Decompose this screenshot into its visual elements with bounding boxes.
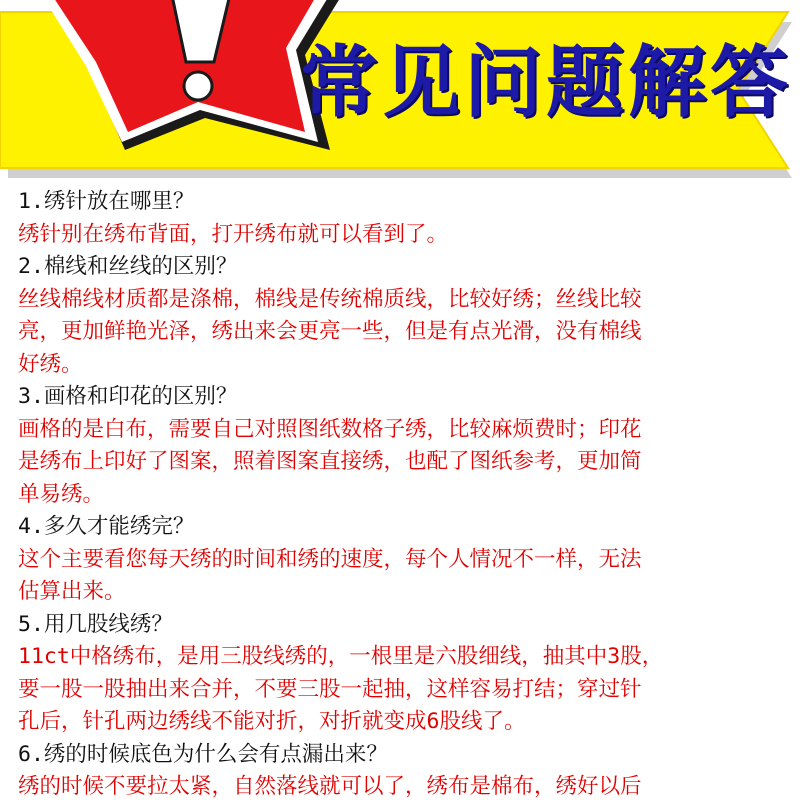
faq-answer-line: 亮，更加鲜艳光泽，绣出来会更亮一些，但是有点光滑，没有棉线 xyxy=(18,319,642,344)
faq-answer-line: 11ct中格绣布，是用三股线绣的，一根里是六股细线，抽其中3股， xyxy=(18,644,664,669)
faq-question: 6.绣的时候底色为什么会有点漏出来？ xyxy=(18,741,388,767)
faq-item xyxy=(18,251,788,381)
faq-question: 5.用几股线绣？ xyxy=(18,611,173,637)
faq-list xyxy=(18,186,788,804)
faq-answer-line: 画格的是白布，需要自己对照图纸数格子绣，比较麻烦费时；印花 xyxy=(18,416,642,442)
faq-answer-line: 单易绣。 xyxy=(18,481,105,507)
page-title: 常见问题解答 xyxy=(300,38,793,128)
faq-answer-line: 绣的时候不要拉太紧，自然落线就可以了，绣布是棉布，绣好以后 xyxy=(18,774,642,799)
faq-answer-line: 是绣布上印好了图案，照着图案直接绣，也配了图纸参考，更加简 xyxy=(18,449,642,474)
faq-question: 2.棉线和丝线的区别？ xyxy=(18,254,238,279)
faq-answer-line: 好绣。 xyxy=(18,351,83,377)
faq-answer-line: 估算出来。 xyxy=(18,579,126,604)
faq-answer-line: 丝线棉线材质都是涤棉，棉线是传统棉质线，比较好绣；丝线比较 xyxy=(18,286,642,312)
faq-question: 3.画格和印花的区别？ xyxy=(18,384,238,409)
faq-item xyxy=(18,186,788,251)
faq-item xyxy=(18,381,788,511)
faq-answer-line: 要一股一股抽出来合并，不要三股一起抽，这样容易打结；穿过针 xyxy=(18,676,642,702)
faq-answer-line: 孔后，针孔两边绣线不能对折，对折就变成6股线了。 xyxy=(18,709,526,734)
faq-item xyxy=(18,609,788,739)
faq-question: 4.多久才能绣完？ xyxy=(18,514,195,539)
faq-answer-line: 绣针别在绣布背面，打开绣布就可以看到了。 xyxy=(18,221,449,247)
header-banner xyxy=(0,0,800,185)
faq-answer-line: 这个主要看您每天绣的时间和绣的速度，每个人情况不一样，无法 xyxy=(18,546,642,572)
faq-item xyxy=(18,739,788,804)
faq-item xyxy=(18,511,788,609)
faq-question: 1.绣针放在哪里？ xyxy=(18,189,195,214)
